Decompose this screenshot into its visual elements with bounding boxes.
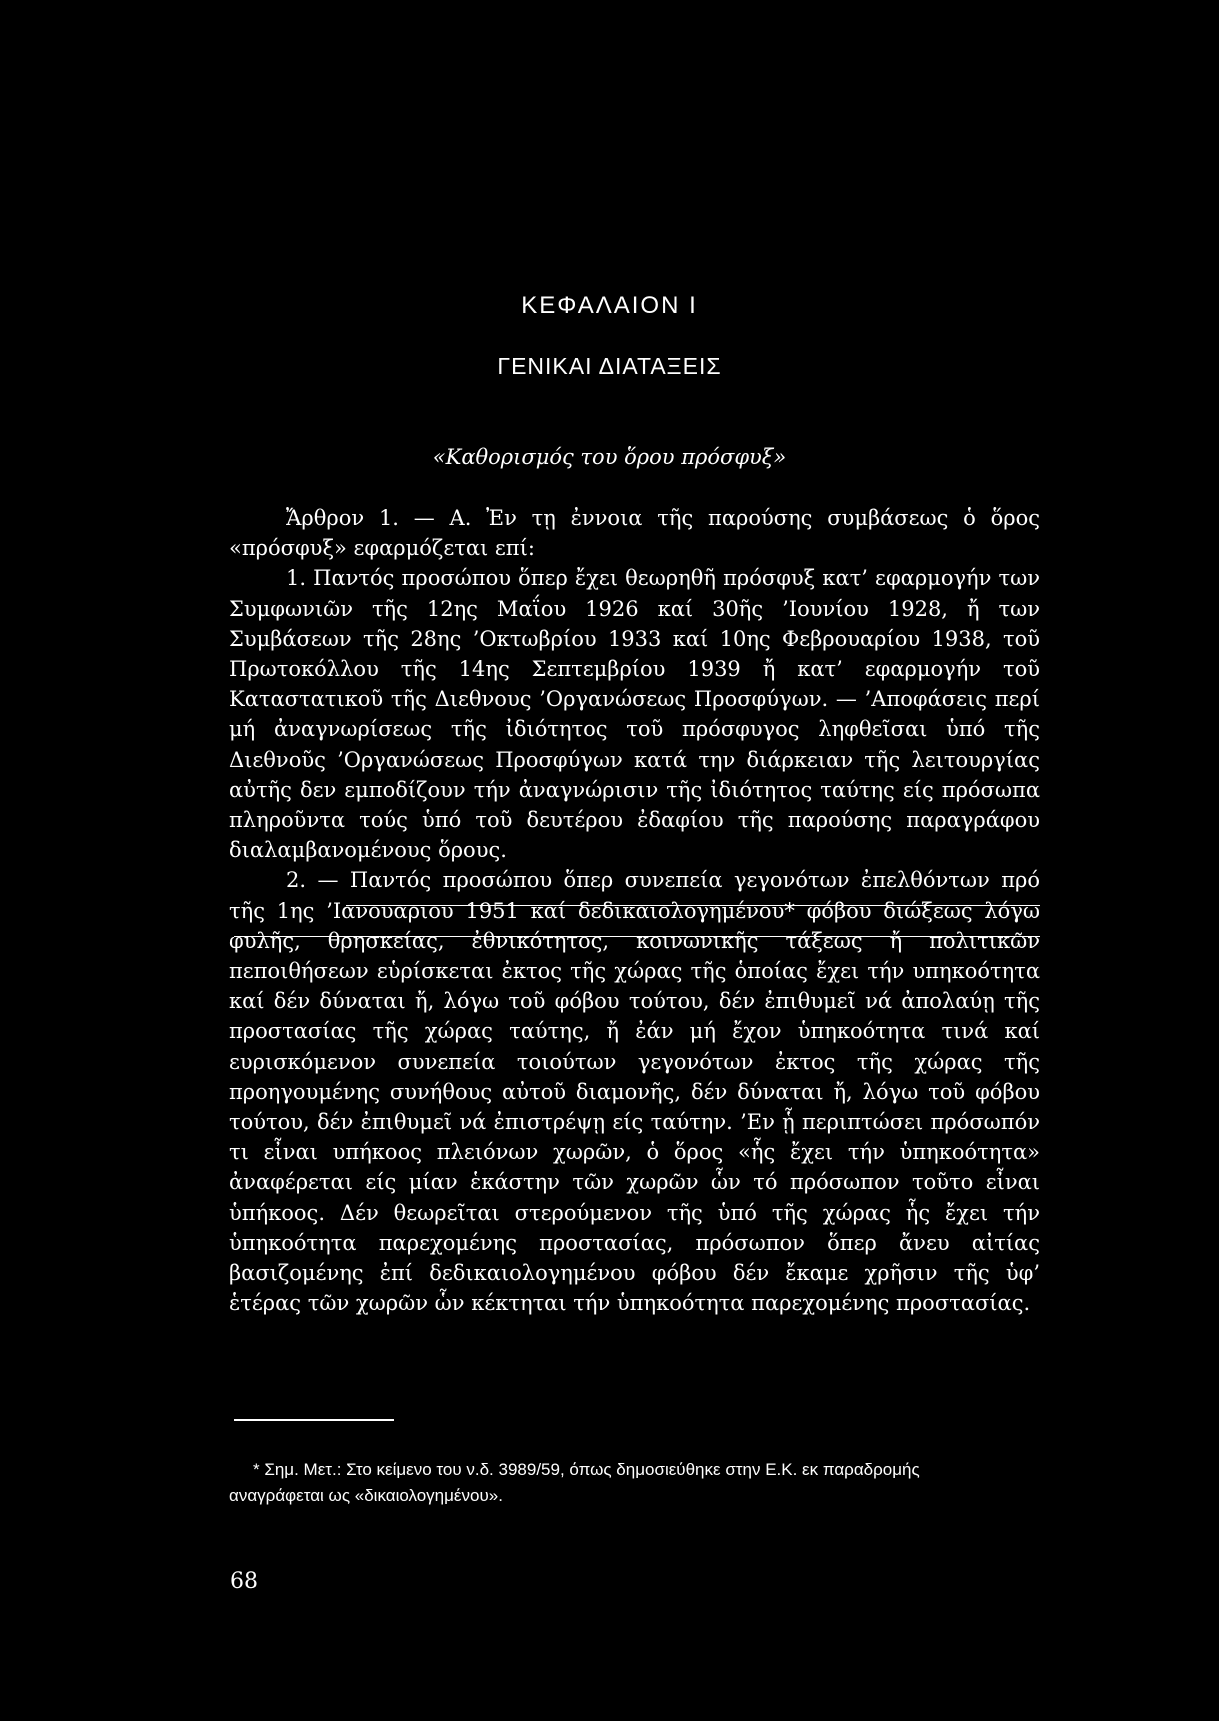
page-number: 68 (230, 1569, 258, 1594)
paragraph-1: 1. Παντός προσώπου ὅπερ ἔχει θεωρηθῆ πρόσφυξ κατ’ εφαρμογήν των Συμφωνιῶν τῆς 12ης Μαΐου 1926 καί 30ῆς ’Ιουνίου 1928, ἤ των Συμβάσεων τῆς 28ης ’Οκτωβρίου 1933 καί 10ης Φεβρουαρίου 1938, τοῦ Πρωτοκόλλου τῆς 14ης Σεπτεμβρίου 1939 ἤ κατ’ εφαρμογήν τοῦ Καταστατικοῦ τῆς Διεθνους ’Οργανώσεως Προσφύγων. — ’Αποφάσεις περί μή ἀναγνωρίσεως τῆς ἰδιότητος τοῦ πρόσφυγος ληφθεῖσαι ὑπό τῆς Διεθνοῦς ’Οργανώσεως Προσφύγων κατά την διάρκειαν τῆς λειτουργίας αὐτῆς δεν εμποδίζουν τήν ἀναγνώρισιν τῆς ἰδιότητος ταύτης είς πρόσωπα πληροῦντα τούς ὑπό τοῦ δευτέρου ἐδαφίου τῆς παρούσης παραγράφου διαλαμβανομένους ὅρους. (229, 566, 1040, 863)
article-intro (229, 503, 1040, 563)
footnote-line-1: * Σημ. Μετ.: Στο κείμενο του ν.δ. 3989/59, όπως δημοσιεύθηκε στην Ε.Κ. εκ παραδρομής (253, 1460, 920, 1479)
article-label: Ἄρθρον 1. (286, 506, 399, 530)
article-subtitle: «Καθορισμός του ὅρου πρόσφυξ» (432, 445, 787, 469)
body-text (229, 503, 1040, 1318)
article-intro-text: — Α. Ἐν τῃ ἐννοια τῆς παρούσης συμβάσεως ὁ ὅρος «πρόσφυξ» εφαρμόζεται επί: (229, 506, 1040, 561)
section-heading: ΓΕΝΙΚΑΙ ΔΙΑΤΑΞΕΙΣ (497, 353, 722, 379)
paragraph-2: 2. — Παντός προσώπου ὅπερ συνεπεία γεγονότων ἐπελθόντων πρό τῆς 1ης ’Ιανουαριου 1951 καί δεδικαιολογημένου* φόβου διώξεως λόγω φυλῆς, θρησκείας, ἐθνικότητος, κοινωνικῆς τάξεως ἤ πολιτικῶν πεποιθήσεων εὑρίσκεται ἐκτος τῆς χώρας τῆς ὁποίας ἔχει τήν υπηκοότητα καί δέν δύναται ἤ, λόγω τοῦ φόβου τούτου, δέν ἐπιθυμεῖ νά ἀπολαύῃ τῆς προστασίας τῆς χώρας ταύτης, ἤ ἐάν μή ἔχον ὑπηκοότητα τινά καί ευρισκόμενον συνεπεία τοιούτων γεγονότων ἐκτος τῆς χώρας τῆς προηγουμένης συνήθους αὐτοῦ διαμονῆς, δέν δύναται ἤ, λόγω τοῦ φόβου τούτου, δέν ἐπιθυμεῖ νά ἐπιστρέψῃ είς ταύτην. ’Εν ᾗ περιπτώσει πρόσωπόν τι εἶναι υπήκοος πλειόνων χωρῶν, ὁ ὅρος «ἧς ἔχει τήν ὑπηκοότητα» ἀναφέρεται είς μίαν ἑκάστην τῶν χωρῶν ὧν τό πρόσωπον τοῦτο εἶναι ὑπήκοος. Δέν θεωρεῖται στερούμενον τῆς ὑπό τῆς χώρας ἧς ἔχει τήν ὑπηκοότητα παρεχομένης προστασίας, πρόσωπον ὅπερ ἄνευ αἰτίας βασιζομένης ἐπί δεδικαιολογημένου φόβου δέν ἔκαμε χρῆσιν τῆς ὑφ’ ἑτέρας τῶν χωρῶν ὧν κέκτηται τήν ὑπηκοότητα παρεχομένης προστασίας. (229, 868, 1040, 1316)
text-underline-mark (346, 905, 1040, 906)
footnote (229, 1457, 1040, 1509)
chapter-heading: ΚΕΦΑΛΑΙΟΝ Ι (521, 292, 698, 319)
text-underline-mark (234, 936, 1040, 937)
footnote-divider (234, 1419, 394, 1421)
footnote-line-2: αναγράφεται ως «δικαιολογημένου». (229, 1486, 503, 1505)
